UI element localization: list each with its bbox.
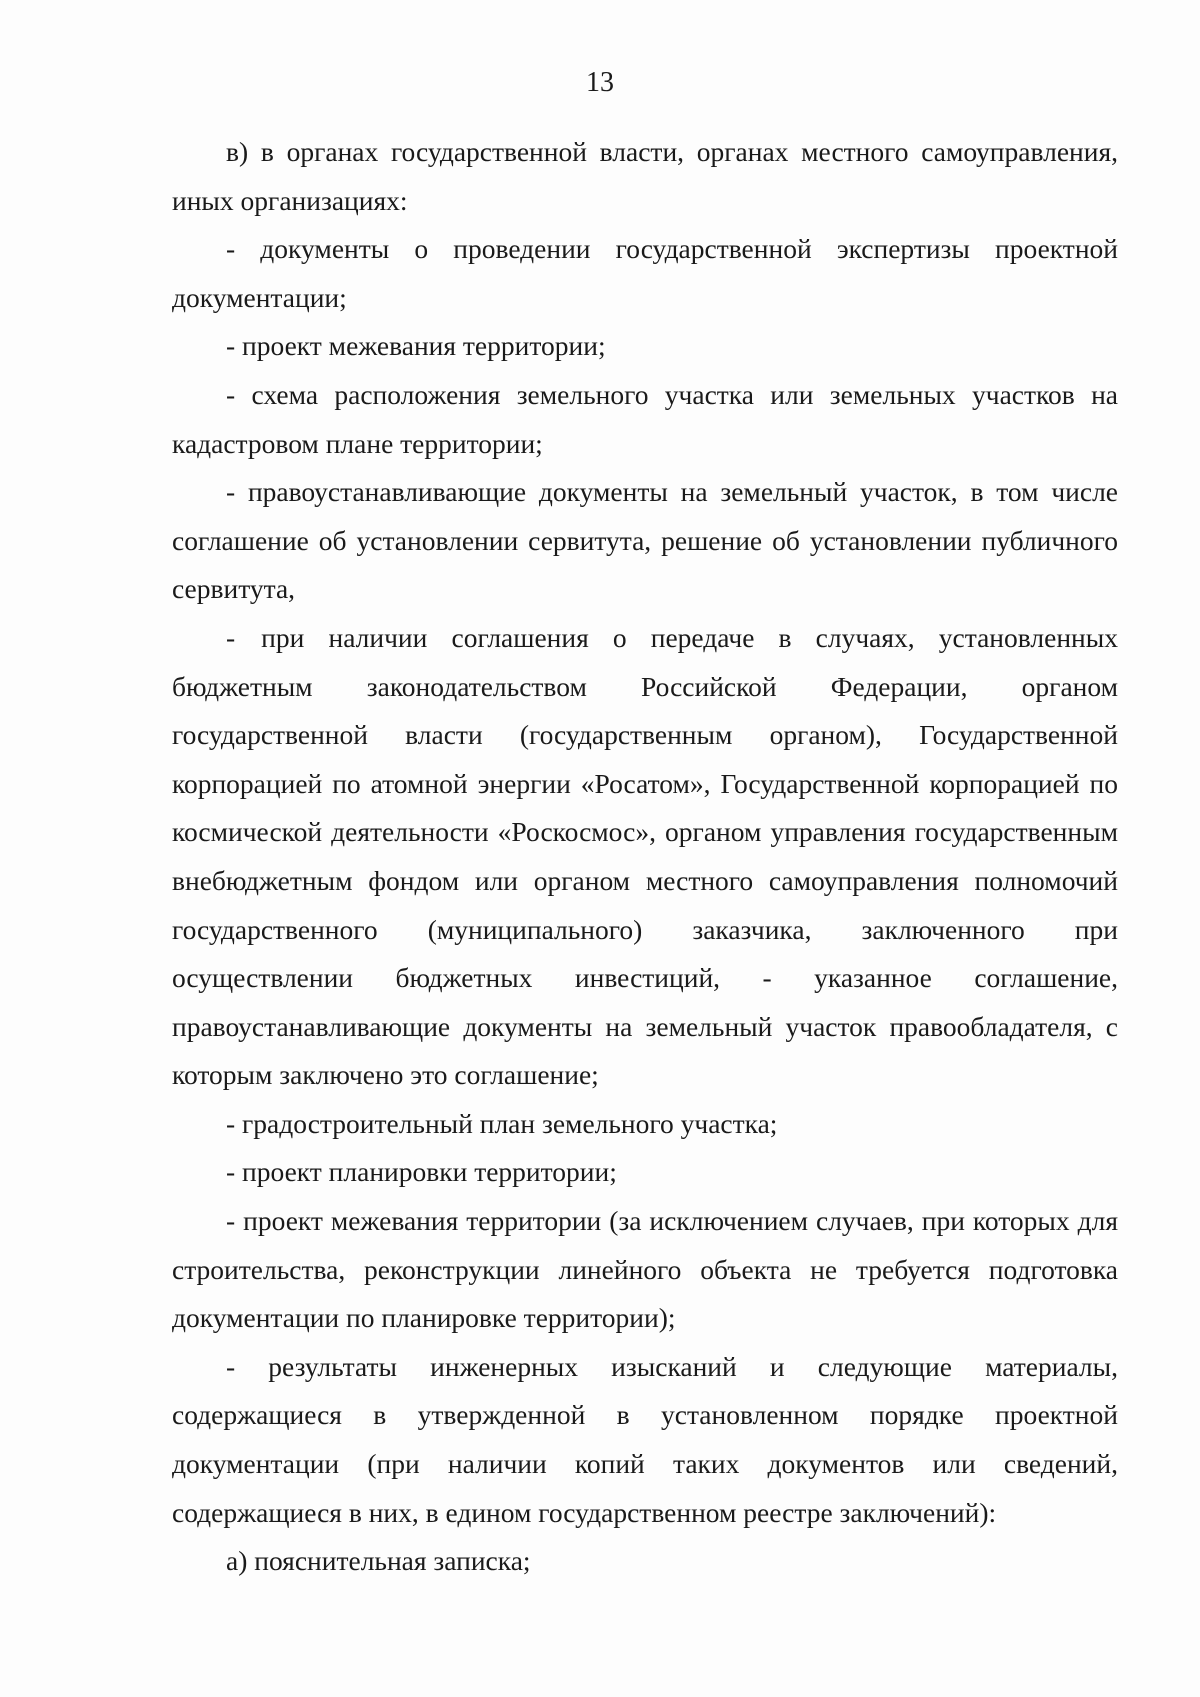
page-number: 13 (586, 67, 614, 98)
list-item-land-plot-scheme: - схема расположения земельного участка или земельных участков на кадастровом плане территории; (172, 378, 1118, 459)
document-body (172, 128, 1118, 1586)
list-item-urban-plan: - градостроительный план земельного участка; (226, 1107, 778, 1139)
list-item-agreement-text: при наличии соглашения о передаче в случаях, установленных бюджетным законодательством Российской Федерации, органом государственной власти (государственным органом), Государственной корпорацией по атомной энергии «Росатом», Государственной корпорацией по космической деятельности «Роскосмос», органом управления государственным внебюджетным фондом или органом местного самоуправления полномочий государственного (муниципального) заказчика, заключенного при осуществлении бюджетных инвестиций, - указанное соглашение, правоустанавливающие документы на земельный участок правообладателя, с которым заключено это соглашение; (172, 621, 1118, 1091)
list-item-planning-project: - проект планировки территории; (226, 1156, 617, 1188)
paragraph-government-bodies: в) в органах государственной власти, органах местного самоуправления, иных организациях: (172, 136, 1118, 216)
list-item-expertise-documents: - документы о проведении государственной экспертизы проектной документации; (172, 233, 1118, 313)
list-item-land-survey-project-exception: - проект межевания территории (за исключением случаев, при которых для строительства, реконструкции линейного объекта не требуется подготовка документации по планировке территории); (172, 1205, 1118, 1334)
list-dash: - (226, 621, 236, 653)
list-item-title-documents: - правоустанавливающие документы на земельный участок, в том числе соглашение об установлении сервитута, решение об установлении публичного сервитута, (172, 476, 1118, 605)
list-item-engineering-surveys: - результаты инженерных изысканий и следующие материалы, содержащиеся в утвержденной в установленном порядке проектной документации (при наличии копий таких документов или сведений, содержащиеся в них, в едином государственном реестре заключений): (172, 1350, 1118, 1528)
list-item-land-survey-project: - проект межевания территории; (226, 330, 606, 362)
list-item-agreement-transfer (172, 614, 1118, 1100)
list-item-explanatory-note: а) пояснительная записка; (226, 1545, 531, 1577)
